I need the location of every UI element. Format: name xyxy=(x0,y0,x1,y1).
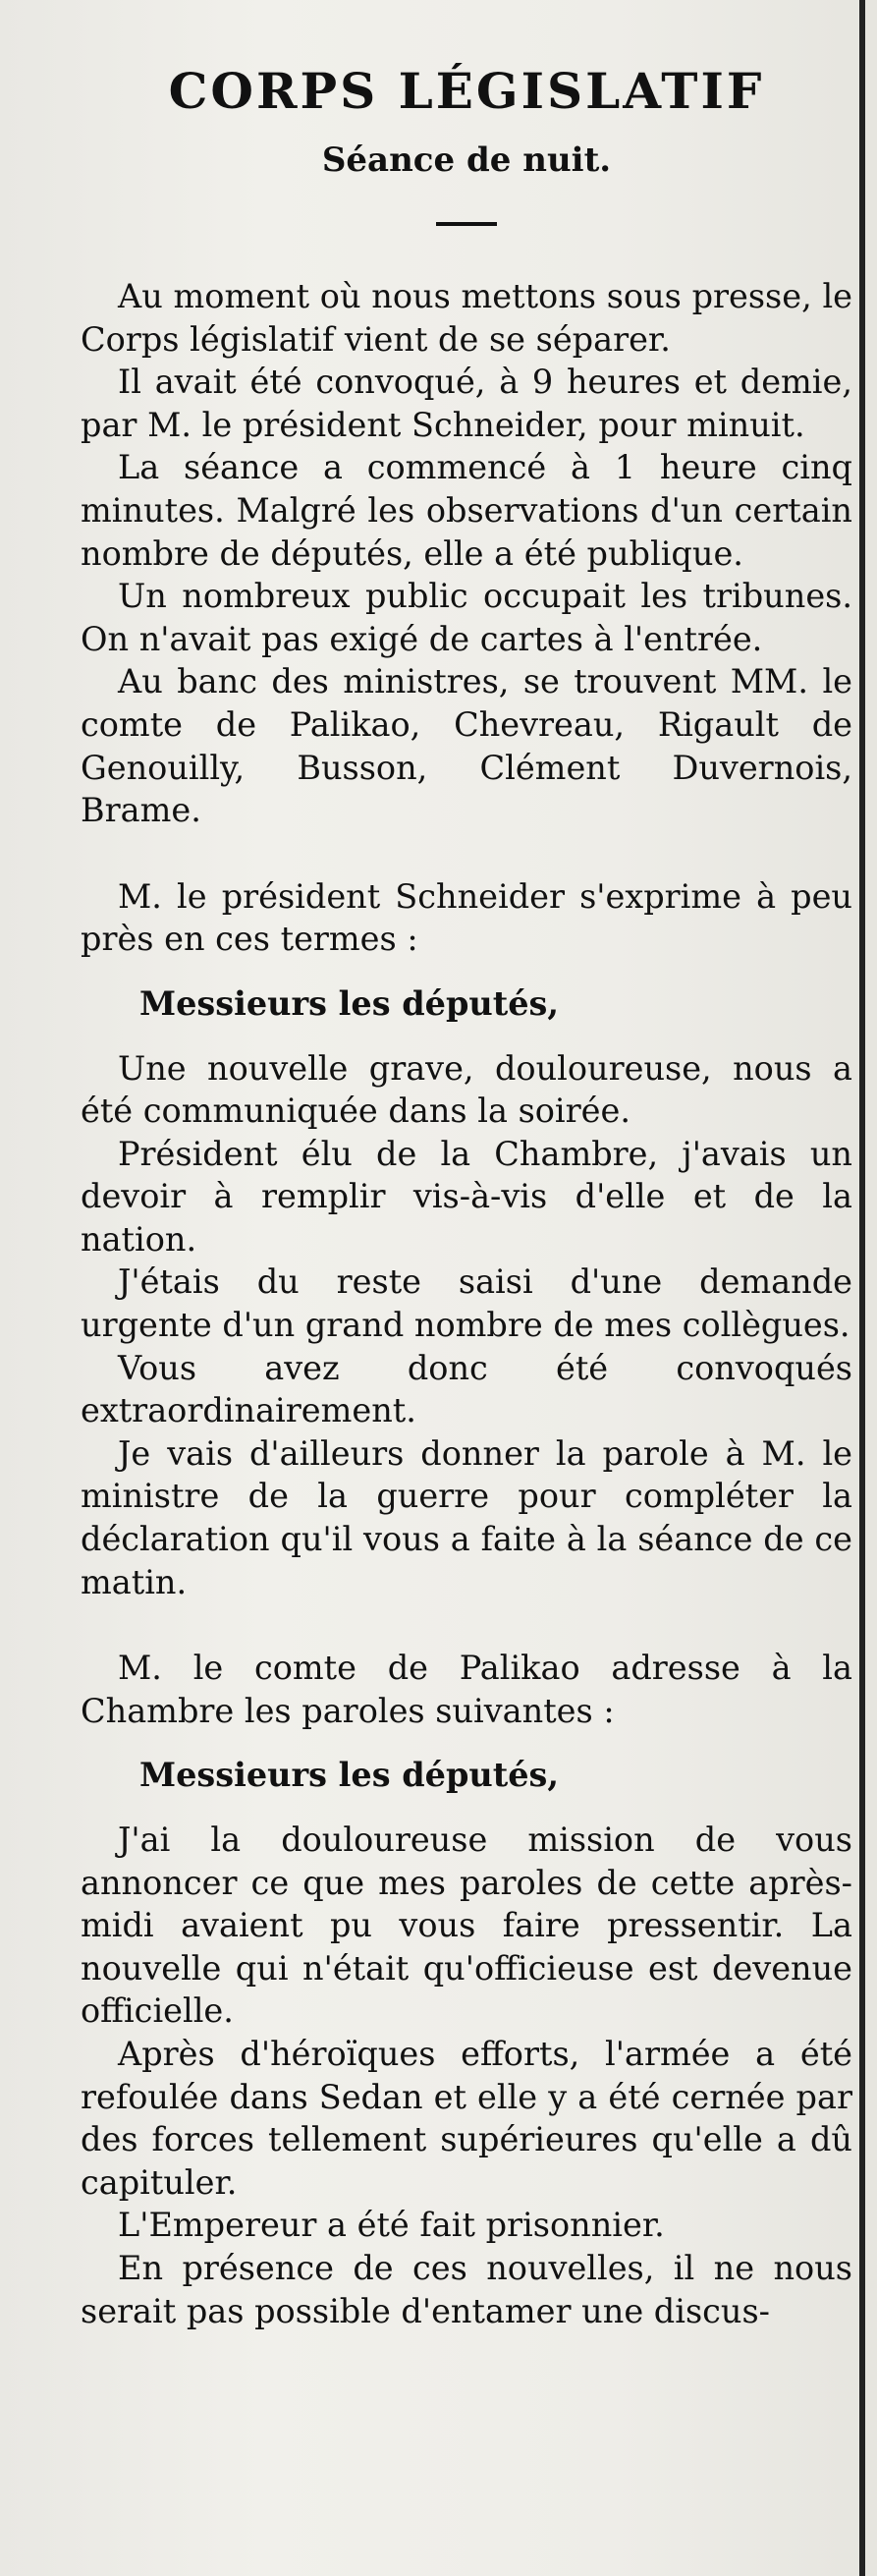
paragraph: J'ai la douloureuse mission de vous annoncer ce que mes paroles de cette après-midi avaient pu vous faire pressentir. La nouvelle qui n'était qu'officieuse est devenue officielle. xyxy=(81,1820,852,2031)
article-column xyxy=(81,57,852,2332)
paragraph: Il avait été convoqué, à 9 heures et demie, par M. le président Schneider, pour minuit. xyxy=(81,363,852,444)
separator-dash xyxy=(436,222,497,226)
paragraph: Après d'héroïques efforts, l'armée a été refoulée dans Sedan et elle y a été cernée par des forces tellement supérieures qu'elle a dû capituler. xyxy=(81,2034,852,2202)
paragraph: Une nouvelle grave, douloureuse, nous a été communiquée dans la soirée. xyxy=(81,1048,852,1131)
speaker-intro-schneider: M. le président Schneider s'exprime à peu près en ces termes : xyxy=(81,876,852,959)
salutation: Messieurs les députés, xyxy=(139,1756,560,1795)
salutation: Messieurs les députés, xyxy=(139,983,560,1023)
paragraph: L'Empereur a été fait prisonnier. xyxy=(118,2206,665,2245)
paragraph: Je vais d'ailleurs donner la parole à M. le ministre de la guerre pour compléter la déclaration qu'il vous a faite à la séance de ce matin. xyxy=(81,1433,852,1601)
paragraph: Président élu de la Chambre, j'avais un devoir à remplir vis-à-vis d'elle et de la nation. xyxy=(81,1134,852,1259)
paragraph: En présence de ces nouvelles, il ne nous serait pas possible d'entamer une discus- xyxy=(81,2248,852,2330)
paragraph: La séance a commencé à 1 heure cinq minutes. Malgré les observations d'un certain nombre de députés, elle a été publique. xyxy=(81,448,852,573)
article-subtitle: Séance de nuit. xyxy=(321,140,612,180)
column-rule xyxy=(859,0,865,2576)
speaker-intro-palikao: M. le comte de Palikao adresse à la Chambre les paroles suivantes : xyxy=(81,1649,852,1730)
paragraph: Vous avez donc été convoqués extraordinairement. xyxy=(81,1348,852,1430)
paragraph: Au banc des ministres, se trouvent MM. le comte de Palikao, Chevreau, Rigault de Genouilly, Busson, Clément Duvernois, Brame. xyxy=(81,662,852,830)
paragraph: Au moment où nous mettons sous presse, le Corps législatif vient de se séparer. xyxy=(81,277,852,359)
article-title: CORPS LÉGISLATIF xyxy=(168,62,765,120)
paragraph: Un nombreux public occupait les tribunes. On n'avait pas exigé de cartes à l'entrée. xyxy=(81,577,852,658)
paragraph: J'étais du reste saisi d'une demande urgente d'un grand nombre de mes collègues. xyxy=(81,1262,852,1345)
